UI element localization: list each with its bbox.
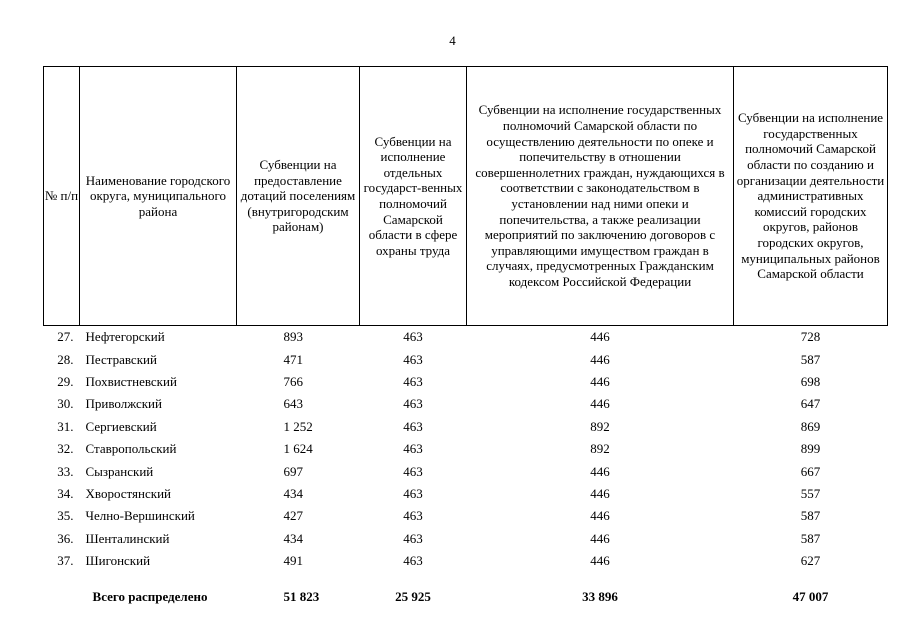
row-value-col1: 1 252 bbox=[283, 418, 313, 434]
row-value-col3: 446 bbox=[590, 553, 610, 569]
total-row bbox=[44, 586, 888, 608]
row-value-col2: 463 bbox=[403, 508, 423, 524]
row-value-col2: 463 bbox=[403, 441, 423, 457]
row-value-col3: 892 bbox=[590, 441, 610, 457]
table-row bbox=[44, 438, 888, 460]
table-row bbox=[44, 326, 888, 349]
row-name: Ставропольский bbox=[85, 441, 177, 457]
row-value-col1: 434 bbox=[283, 530, 303, 546]
row-number: 30. bbox=[57, 396, 74, 412]
table-row bbox=[44, 505, 888, 527]
header-col4: Субвенции на исполнение государственных полномочий Самарской области по созданию и организации деятельности административных комиссий городских округов, районов городских округов, муниципальных районов Самарской области bbox=[734, 67, 888, 326]
total-col4: 47 007 bbox=[792, 589, 829, 605]
total-label: Всего распределено bbox=[92, 589, 208, 605]
row-value-col2: 463 bbox=[403, 396, 423, 412]
row-number: 29. bbox=[57, 373, 74, 389]
row-number: 31. bbox=[57, 418, 74, 434]
row-value-col4: 667 bbox=[800, 463, 821, 479]
row-value-col2: 463 bbox=[403, 373, 423, 389]
row-number: 27. bbox=[57, 329, 74, 345]
table-row bbox=[44, 393, 888, 415]
total-col1: 51 823 bbox=[283, 589, 320, 605]
row-value-col1: 893 bbox=[283, 329, 303, 345]
row-value-col2: 463 bbox=[403, 351, 423, 367]
spacer-cell bbox=[44, 572, 888, 586]
row-name: Сызранский bbox=[85, 463, 154, 479]
row-name: Хворостянский bbox=[85, 485, 171, 501]
row-value-col4: 557 bbox=[800, 485, 821, 501]
row-value-col4: 587 bbox=[800, 530, 821, 546]
row-name: Шигонский bbox=[85, 553, 151, 569]
row-value-col3: 892 bbox=[590, 418, 610, 434]
row-value-col4: 899 bbox=[800, 441, 821, 457]
header-col1: Субвенции на предоставление дотаций поселениям (внутригородским районам) bbox=[237, 67, 360, 326]
total-col2: 25 925 bbox=[395, 589, 431, 605]
row-value-col1: 471 bbox=[283, 351, 303, 367]
row-value-col1: 766 bbox=[283, 373, 303, 389]
row-value-col3: 446 bbox=[590, 508, 610, 524]
row-number: 32. bbox=[57, 441, 74, 457]
subventions-table bbox=[43, 66, 888, 608]
table-row bbox=[44, 460, 888, 482]
row-name: Нефтегорский bbox=[85, 329, 165, 345]
row-value-col4: 647 bbox=[800, 396, 821, 412]
row-name: Сергиевский bbox=[85, 418, 157, 434]
row-number: 34. bbox=[57, 485, 74, 501]
row-value-col4: 698 bbox=[800, 373, 821, 389]
row-value-col3: 446 bbox=[590, 485, 610, 501]
total-col3: 33 896 bbox=[582, 589, 618, 605]
row-value-col3: 446 bbox=[590, 396, 610, 412]
row-number: 35. bbox=[57, 508, 74, 524]
table-row bbox=[44, 416, 888, 438]
table-row bbox=[44, 550, 888, 572]
header-col3: Субвенции на исполнение государственных полномочий Самарской области по осуществлению деятельности по опеке и попечительству в отношении совершеннолетних граждан, нуждающихся в соответствии с законодательством в установлении над ними опеки и попечительства, а также реализации мероприятий по заключению договоров с управляющими имуществом граждан в случаях, предусмотренных Гражданским кодексом Российской Федерации bbox=[467, 67, 734, 326]
table-row bbox=[44, 528, 888, 550]
row-value-col1: 643 bbox=[283, 396, 303, 412]
row-name: Приволжский bbox=[85, 396, 162, 412]
table-row bbox=[44, 348, 888, 370]
row-value-col3: 446 bbox=[590, 530, 610, 546]
row-name: Пестравский bbox=[85, 351, 157, 367]
spacer-row bbox=[44, 572, 888, 586]
row-value-col1: 1 624 bbox=[283, 441, 313, 457]
row-value-col3: 446 bbox=[590, 373, 610, 389]
row-value-col2: 463 bbox=[403, 418, 423, 434]
row-value-col4: 587 bbox=[800, 351, 821, 367]
row-value-col3: 446 bbox=[590, 329, 610, 345]
row-value-col1: 697 bbox=[283, 463, 303, 479]
row-number: 36. bbox=[57, 530, 74, 546]
row-value-col3: 446 bbox=[590, 463, 610, 479]
row-value-col3: 446 bbox=[590, 351, 610, 367]
row-name: Шенталинский bbox=[85, 530, 170, 546]
row-value-col1: 434 bbox=[283, 485, 303, 501]
row-value-col4: 587 bbox=[800, 508, 821, 524]
row-value-col4: 627 bbox=[800, 553, 821, 569]
row-value-col2: 463 bbox=[403, 463, 423, 479]
page-number: 4 bbox=[449, 33, 456, 48]
row-value-col2: 463 bbox=[403, 553, 423, 569]
row-value-col2: 463 bbox=[403, 329, 423, 345]
row-value-col1: 491 bbox=[283, 553, 303, 569]
row-name: Челно-Вершинский bbox=[85, 508, 195, 524]
row-value-col4: 728 bbox=[800, 329, 821, 345]
table-row bbox=[44, 371, 888, 393]
row-value-col1: 427 bbox=[283, 508, 303, 524]
row-value-col2: 463 bbox=[403, 485, 423, 501]
header-number: № п/п bbox=[44, 67, 80, 326]
header-col2: Субвенции на исполнение отдельных государст-венных полномочий Самарской области в сфере охраны труда bbox=[360, 67, 467, 326]
row-name: Похвистневский bbox=[85, 373, 177, 389]
row-value-col2: 463 bbox=[403, 530, 423, 546]
row-number: 37. bbox=[57, 553, 74, 569]
header-row bbox=[44, 67, 888, 326]
row-value-col4: 869 bbox=[800, 418, 821, 434]
row-number: 33. bbox=[57, 463, 74, 479]
header-name: Наименование городского округа, муниципального района bbox=[80, 67, 237, 326]
row-number: 28. bbox=[57, 351, 74, 367]
table-row bbox=[44, 483, 888, 505]
